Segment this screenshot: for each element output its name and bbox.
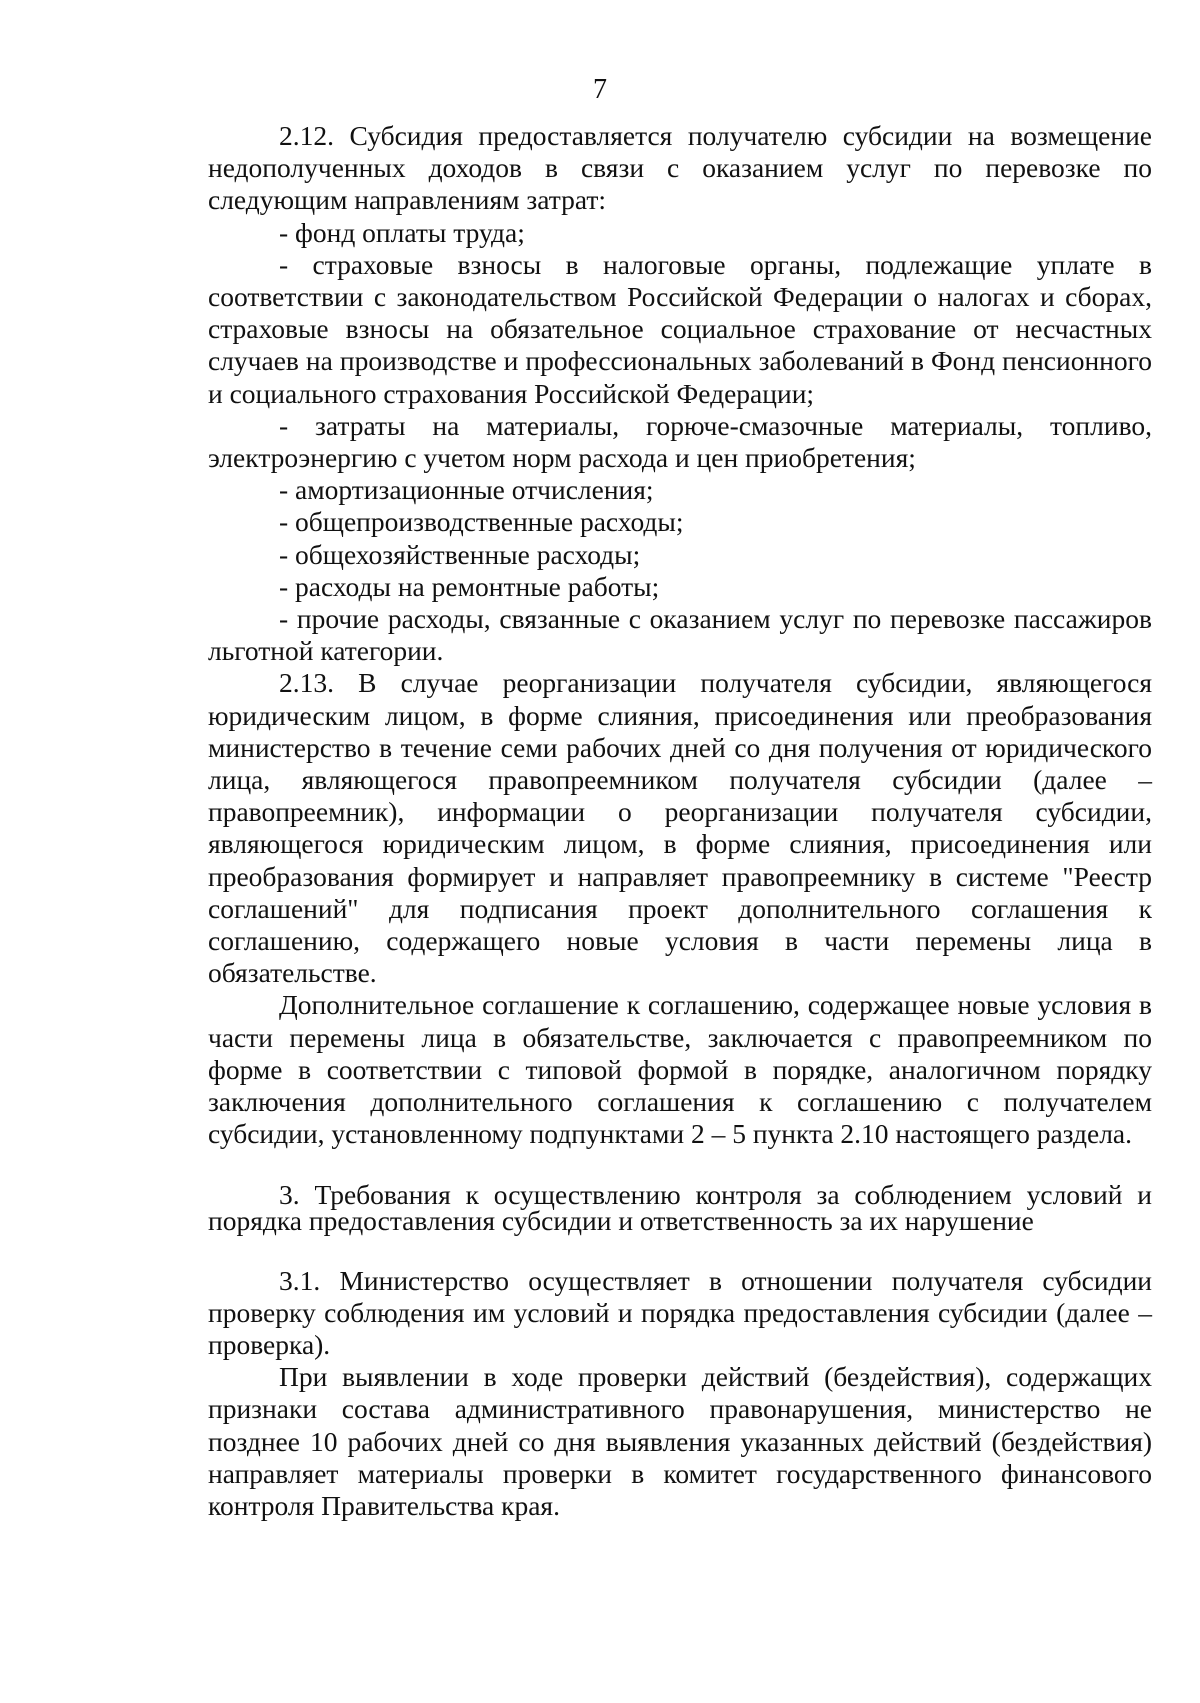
paragraph-violation-detection: При выявлении в ходе проверки действий (бездействия), содержащих признаки состава административного правонарушения, министерство не позднее 10 рабочих дней со дня выявления указанных действий (бездействия) направляет материалы проверки в комитет государственного финансового контроля Правительства края. <box>208 1361 1152 1521</box>
list-item-general-expenses: - общехозяйственные расходы; <box>279 538 641 570</box>
list-item-materials-costs: - затраты на материалы, горюче-смазочные материалы, топливо, электроэнергию с учетом норм расхода и цен приобретения; <box>208 409 1152 474</box>
paragraph-2-12: 2.12. Субсидия предоставляется получателю субсидии на возмещение недополученных доходов в связи с оказанием услуг по перевозке по следующим направлениям затрат: <box>208 120 1152 216</box>
list-item-repair-costs: - расходы на ремонтные работы; <box>279 570 660 602</box>
paragraph-3-1: 3.1. Министерство осуществляет в отношении получателя субсидии проверку соблюдения им условий и порядка предоставления субсидии (далее – проверка). <box>208 1264 1152 1360</box>
list-item-depreciation: - амортизационные отчисления; <box>279 474 654 506</box>
list-item-wage-fund: - фонд оплаты труда; <box>279 216 525 248</box>
list-item-production-overhead: - общепроизводственные расходы; <box>279 506 684 538</box>
section-3-heading: 3. Требования к осуществлению контроля за соблюдением условий и порядка предоставления субсидии и ответственность за их нарушение <box>208 1178 1152 1236</box>
paragraph-additional-agreement: Дополнительное соглашение к соглашению, содержащее новые условия в части перемены лица в обязательстве, заключается с правопреемником по форме в соответствии с типовой формой в порядке, аналогичном порядку заключения дополнительного соглашения к соглашению с получателем субсидии, установленному подпунктами 2 – 5 пункта 2.10 настоящего раздела. <box>208 989 1152 1150</box>
page-number: 7 <box>593 74 607 105</box>
paragraph-2-13: 2.13. В случае реорганизации получателя субсидии, являющегося юридическим лицом, в форме слияния, присоединения или преобразования министерство в течение семи рабочих дней со дня получения от юридического лица, являющегося правопреемником получателя субсидии (далее – правопреемник), информации о реорганизации получателя субсидии, являющегося юридическим лицом, в форме слияния, присоединения или преобразования формирует и направляет правопреемнику в системе "Реестр соглашений" для подписания проект дополнительного соглашения к соглашению, содержащего новые условия в части перемены лица в обязательстве. <box>208 667 1152 989</box>
document-body <box>208 120 1152 1522</box>
list-item-insurance-contributions: - страховые взносы в налоговые органы, подлежащие уплате в соответствии с законодательством Российской Федерации о налогах и сборах, страховые взносы на обязательное социальное страхование от несчастных случаев на производстве и профессиональных заболеваний в Фонд пенсионного и социального страхования Российской Федерации; <box>208 248 1152 409</box>
list-item-other-costs: - прочие расходы, связанные с оказанием услуг по перевозке пассажиров льготной категории. <box>208 603 1152 667</box>
